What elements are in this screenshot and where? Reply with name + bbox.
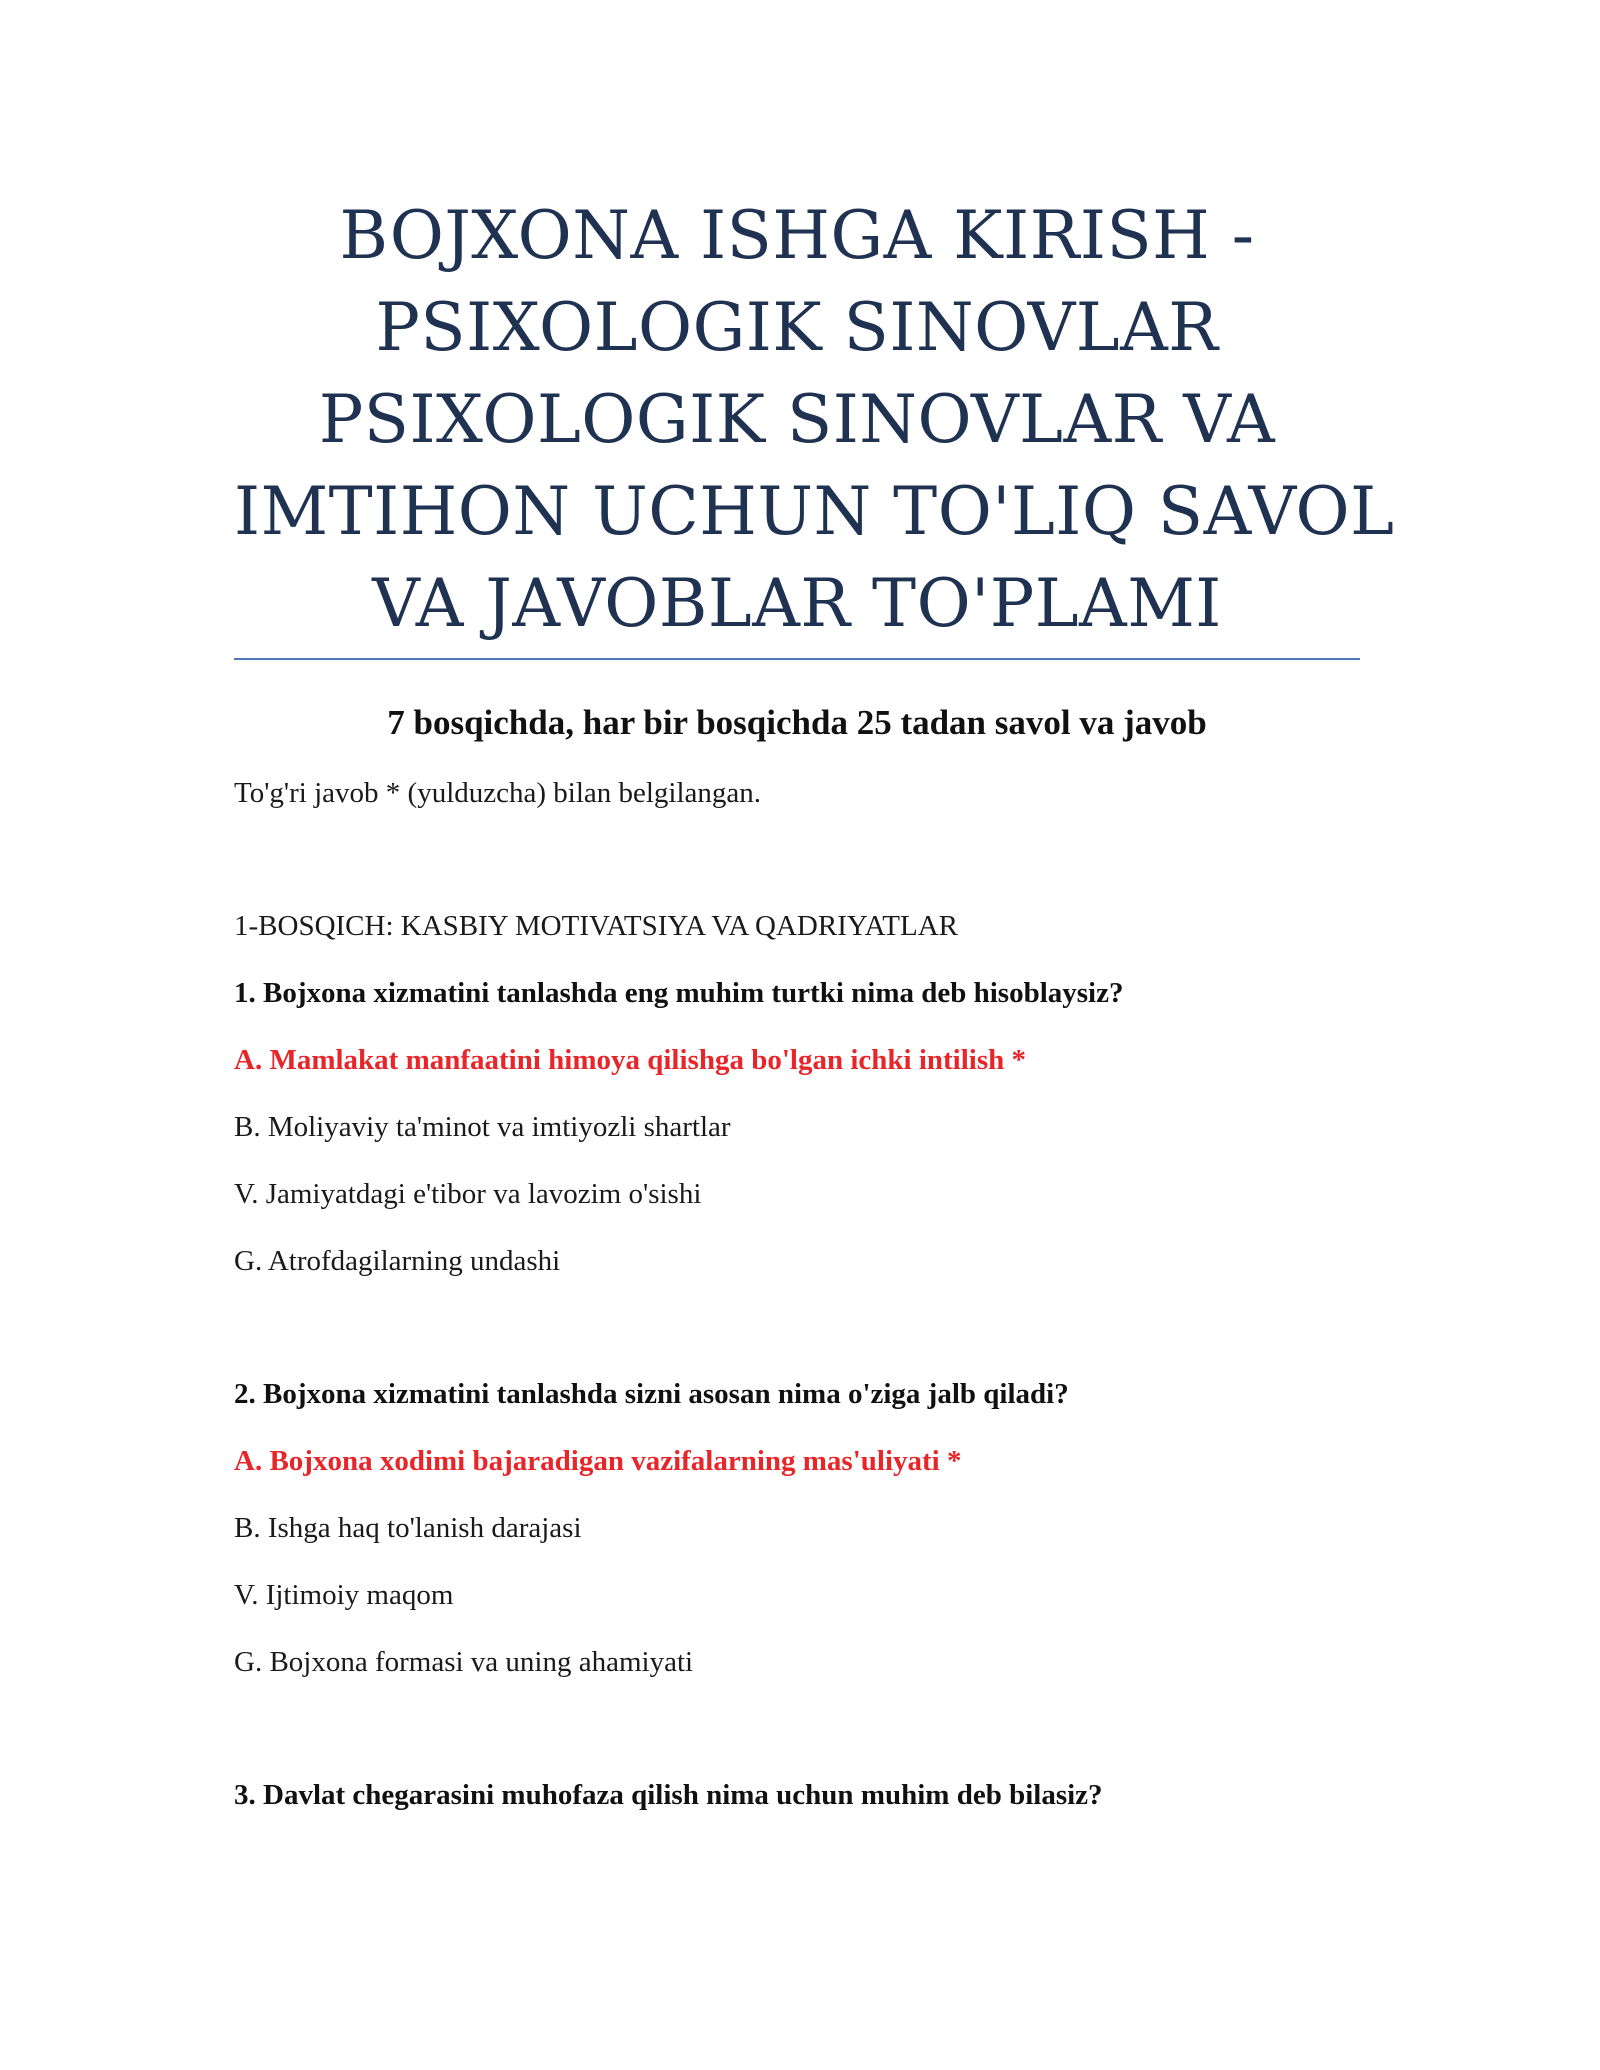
- question-3: 3. Davlat chegarasini muhofaza qilish nima uchun muhim deb bilasiz?: [234, 1779, 1103, 1811]
- title-line-1: BOJXONA ISHGA KIRISH -: [339, 197, 1255, 274]
- question-2-option-v: V. Ijtimoiy maqom: [234, 1579, 454, 1611]
- question-2-option-a-correct: A. Bojxona xodimi bajaradigan vazifalarning mas'uliyati *: [234, 1445, 962, 1477]
- question-2: 2. Bojxona xizmatini tanlashda sizni asosan nima o'ziga jalb qiladi?: [234, 1378, 1069, 1410]
- question-1-option-v: V. Jamiyatdagi e'tibor va lavozim o'sishi: [234, 1178, 702, 1210]
- title-divider: [234, 658, 1360, 660]
- question-2-option-b: B. Ishga haq to'lanish darajasi: [234, 1512, 582, 1544]
- question-1-option-g: G. Atrofdagilarning undashi: [234, 1245, 561, 1277]
- title-line-4: IMTIHON UCHUN TO'LIQ SAVOL: [234, 473, 1395, 550]
- title-line-5: VA JAVOBLAR TO'PLAMI: [372, 565, 1222, 642]
- section-heading: 1-BOSQICH: KASBIY MOTIVATSIYA VA QADRIYATLAR: [234, 910, 959, 942]
- question-1: 1. Bojxona xizmatini tanlashda eng muhim turtki nima deb hisoblaysiz?: [234, 977, 1124, 1009]
- answer-key-note: To'g'ri javob * (yulduzcha) bilan belgilangan.: [234, 777, 762, 809]
- title-line-3: PSIXOLOGIK SINOVLAR VA: [318, 381, 1276, 458]
- title-line-2: PSIXOLOGIK SINOVLAR: [375, 289, 1219, 366]
- document-title: [234, 190, 1395, 650]
- document-subtitle: 7 bosqichda, har bir bosqichda 25 tadan savol va javob: [387, 703, 1207, 742]
- question-1-option-a-correct: A. Mamlakat manfaatini himoya qilishga bo'lgan ichki intilish *: [234, 1044, 1027, 1076]
- question-1-option-b: B. Moliyaviy ta'minot va imtiyozli shartlar: [234, 1111, 731, 1143]
- question-2-option-g: G. Bojxona formasi va uning ahamiyati: [234, 1646, 694, 1678]
